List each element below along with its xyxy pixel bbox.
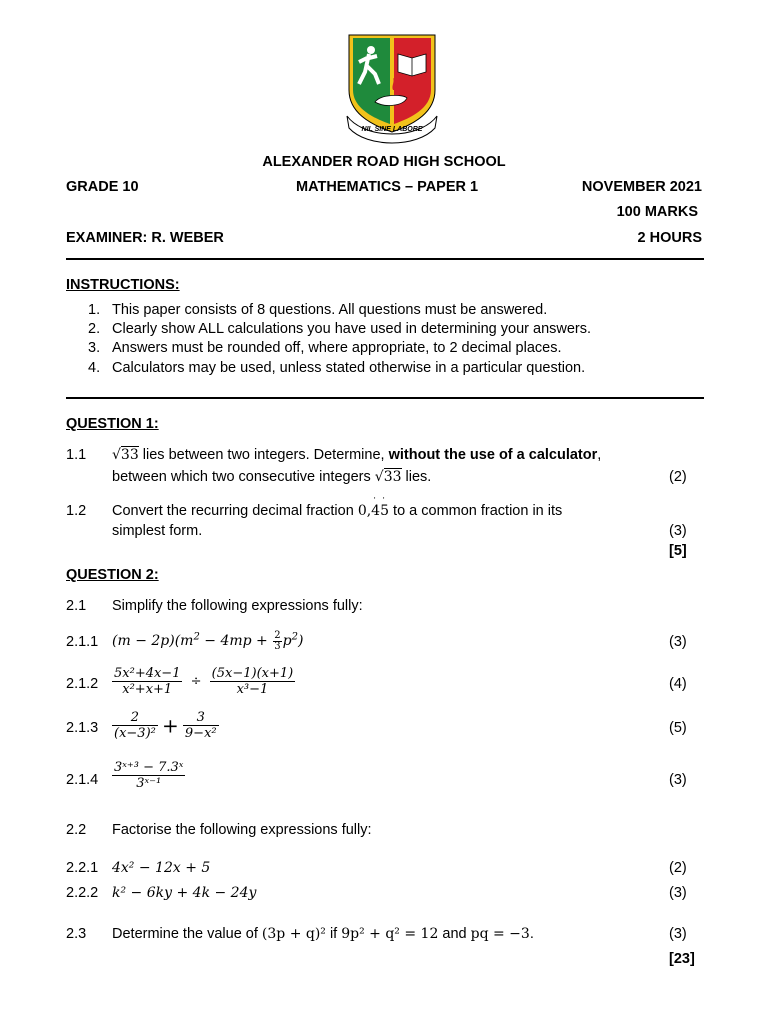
instruction-text: This paper consists of 8 questions. All questions must be answered. [112,302,548,318]
exponent: 2 [193,631,200,643]
divider-1 [66,258,704,260]
question-2-title: QUESTION 2: [66,567,159,583]
q2-1-1-expression [112,626,303,656]
frac-num: 3 [183,710,219,726]
exam-date: NOVEMBER 2021 [581,179,702,195]
q2-3-text-a: Determine the value of [112,926,262,942]
q1-2-line1 [112,494,563,519]
q2-3-text-c: and [438,926,471,942]
operator: + [162,713,179,738]
q2-1-3-marks: (5) [669,720,687,736]
instruction-num: 3. [88,340,101,356]
radicand: 33 [120,447,139,463]
q2-3-text-b: if [325,926,342,942]
q2-2-1-marks: (2) [669,860,687,876]
expr-part: − 4mp + [199,633,273,649]
instruction-text: Calculators may be used, unless stated otherwise in a particular question. [112,360,586,376]
q2-2-text: Factorise the following expressions fully: [112,822,372,838]
recurring-decimal: 0,4 · 5 · [357,494,390,519]
frac-den: 3 [274,640,281,652]
q2-1-text: Simplify the following expressions fully: [112,598,363,614]
q2-1-2-expression [112,666,295,697]
frac-den: x²+x+1 [122,682,173,697]
q2-2-number: 2.2 [66,822,87,838]
q2-2-1-number: 2.2.1 [66,860,99,876]
fraction [112,760,185,791]
school-crest [345,32,439,144]
frac-den: 9−x² [184,726,217,741]
paper-title: MATHEMATICS – PAPER 1 [296,179,479,195]
q2-3-expr-3: pq = −3 [470,926,530,942]
instruction-item [88,302,547,318]
frac-num: (5x−1)(x+1) [211,666,294,681]
q2-1-number: 2.1 [66,598,87,614]
instructions-title: INSTRUCTIONS: [66,277,180,293]
fraction [112,710,158,741]
decimal-digit: 4 [371,503,381,519]
q1-1-line2 [112,469,431,485]
frac-den: 3ˣ⁻¹ [136,776,162,791]
frac-num: 2 [112,710,158,726]
q2-1-4-marks: (3) [669,772,687,788]
q1-1-number: 1.1 [66,447,87,463]
q2-3-number: 2.3 [66,926,87,942]
operator: ÷ [190,674,202,689]
q2-3-text-d: . [529,926,534,942]
q2-2-1-expression: 4x² − 12x + 5 [112,860,211,876]
q2-1-2-marks: (4) [669,676,687,692]
q1-1-text-d: between which two consecutive integers [112,469,375,485]
expr-part: ) [297,633,304,649]
instruction-num: 2. [88,321,101,337]
q2-1-1-number: 2.1.1 [66,634,99,650]
radicand: 33 [383,469,402,485]
q1-1-text-c: , [597,447,602,463]
duration: 2 HOURS [637,230,702,246]
total-marks: 100 MARKS [616,204,698,220]
q2-1-3-number: 2.1.3 [66,720,99,736]
frac-num: 3ˣ⁺³ − 7.3ˣ [114,760,184,775]
sqrt-expression: √33 [112,447,139,463]
q1-2-text-a: Convert the recurring decimal fraction [112,503,358,519]
fraction [112,666,182,697]
q2-3-expr-2: 9p² + q² = 12 [341,926,439,942]
q2-total: [23] [669,951,695,967]
instruction-item [88,321,591,337]
q2-3-marks: (3) [669,926,687,942]
q2-1-1-marks: (3) [669,634,687,650]
q2-1-4-number: 2.1.4 [66,772,99,788]
q2-2-2-marks: (3) [669,885,687,901]
q2-3-line [112,926,534,942]
sqrt-expression: √33 [374,469,402,485]
fraction [183,710,219,741]
expr-part: p [282,633,292,649]
q2-1-3-expression [112,710,219,741]
expr-part: (m − 2p)(m [112,633,194,649]
q2-2-2-expression: k² − 6ky + 4k − 24y [112,885,257,901]
exponent: 2 [291,631,298,643]
q2-1-4-expression [112,760,185,791]
instruction-text: Answers must be rounded off, where appropriate, to 2 decimal places. [112,340,562,356]
decimal-int: 0, [357,503,372,519]
q1-2-number: 1.2 [66,503,87,519]
crest-motto: NIL SINE LABORE [361,126,423,133]
decimal-digit: 5 [380,503,390,519]
q1-2-marks: (3) [669,523,687,539]
frac-num: 5x²+4x−1 [114,666,181,681]
q2-1-2-number: 2.1.2 [66,676,99,692]
instruction-num: 4. [88,360,101,376]
q2-2-2-number: 2.2.2 [66,885,99,901]
instruction-num: 1. [88,302,101,318]
school-name: ALEXANDER ROAD HIGH SCHOOL [262,154,506,170]
frac-num: 2 [274,629,281,641]
q1-1-marks: (2) [669,469,687,485]
frac-den: x³−1 [236,682,269,697]
q1-1-text-a: lies between two integers. Determine, [138,447,389,463]
instruction-item [88,360,585,376]
q1-2-text-b: to a common fraction in its [389,503,563,519]
instruction-item [88,340,561,356]
q1-total: [5] [669,543,687,559]
fraction [273,631,281,652]
fraction [210,666,296,697]
frac-den: (x−3)² [114,726,156,741]
grade: GRADE 10 [66,179,139,195]
question-1-title: QUESTION 1: [66,416,159,432]
q1-1-text-e: lies. [401,469,432,485]
q1-1-text-bold: without the use of a calculator [388,447,598,463]
q1-2-line2: simplest form. [112,523,203,539]
q2-3-expr-1: (3p + q)² [261,926,326,942]
divider-2 [66,397,704,399]
q1-1-line1 [112,447,601,463]
examiner: EXAMINER: R. WEBER [66,230,224,246]
instruction-text: Clearly show ALL calculations you have used in determining your answers. [112,321,592,337]
